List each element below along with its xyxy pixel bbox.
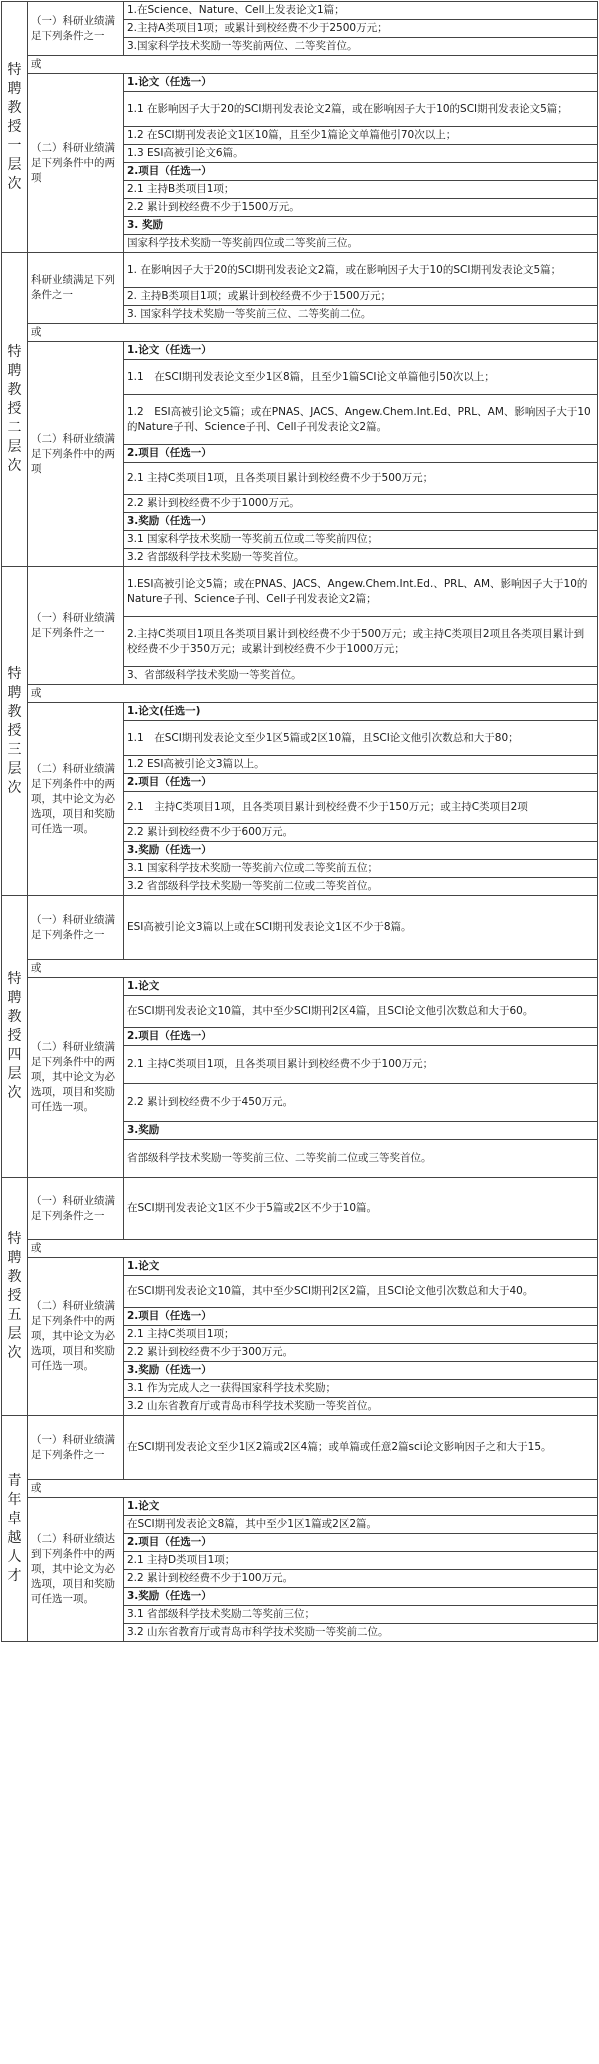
or-row xyxy=(2,56,598,74)
criteria-item: 2.1 主持D类项目1项； xyxy=(124,1552,598,1570)
condition-label: （二）科研业绩满足下列条件中的两项 xyxy=(28,342,124,567)
table-row xyxy=(2,74,598,92)
table-row xyxy=(2,342,598,360)
criteria-item: 2.2 累计到校经费不少于1500万元。 xyxy=(124,199,598,217)
or-label: 或 xyxy=(28,1480,598,1498)
criteria-heading: 2.项目（任选一） xyxy=(124,445,598,463)
level-title: 特聘教授二层次 xyxy=(2,253,28,567)
or-row xyxy=(2,960,598,978)
criteria-item: 3.1 国家科学技术奖励一等奖前五位或二等奖前四位； xyxy=(124,531,598,549)
condition-label: （一）科研业绩满足下列条件之一 xyxy=(28,2,124,56)
criteria-heading: 2.项目（任选一） xyxy=(124,163,598,181)
condition-label: （二）科研业绩达到下列条件中的两项，其中论文为必选项，项目和奖励可任选一项。 xyxy=(28,1498,124,1642)
criteria-item: 1.ESI高被引论文5篇；或在PNAS、JACS、Angew.Chem.Int.Ed.、PRL、AM、影响因子大于10的Nature子刊、Science子刊、Cell子刊发表论文2篇； xyxy=(124,567,598,617)
criteria-item: 2.1 主持C类项目1项； xyxy=(124,1326,598,1344)
criteria-item: 在SCI期刊发表论文10篇，其中至少SCI期刊2区4篇，且SCI论文他引次数总和大于60。 xyxy=(124,996,598,1028)
criteria-item: 在SCI期刊发表论文1区不少于5篇或2区不少于10篇。 xyxy=(124,1178,598,1240)
condition-label: （一）科研业绩满足下列条件之一 xyxy=(28,1178,124,1240)
criteria-item: 1.2 ESI高被引论文5篇；或在PNAS、JACS、Angew.Chem.Int.Ed、PRL、AM、影响因子大于10的Nature子刊、Science子刊、Cell子刊发表论文2篇。 xyxy=(124,395,598,445)
table-row xyxy=(2,896,598,960)
table-row xyxy=(2,1498,598,1516)
or-label: 或 xyxy=(28,56,598,74)
criteria-item: 2.2 累计到校经费不少于300万元。 xyxy=(124,1344,598,1362)
criteria-heading: 1.论文 xyxy=(124,1258,598,1276)
criteria-heading: 1.论文 xyxy=(124,978,598,996)
criteria-item: 2.1 主持C类项目1项，且各类项目累计到校经费不少于100万元； xyxy=(124,1046,598,1084)
criteria-item: 2.1 主持C类项目1项，且各类项目累计到校经费不少于150万元；或主持C类项目2项 xyxy=(124,792,598,824)
criteria-table xyxy=(1,1,598,1642)
table-row xyxy=(2,1258,598,1276)
table-row xyxy=(2,703,598,721)
condition-label: （二）科研业绩满足下列条件中的两项，其中论文为必选项，项目和奖励可任选一项。 xyxy=(28,978,124,1178)
criteria-item: 在SCI期刊发表论文10篇，其中至少SCI期刊2区2篇，且SCI论文他引次数总和大于40。 xyxy=(124,1276,598,1308)
level-title: 特聘教授五层次 xyxy=(2,1178,28,1416)
condition-label: 科研业绩满足下列条件之一 xyxy=(28,253,124,324)
table-row xyxy=(2,978,598,996)
level-title: 特聘教授四层次 xyxy=(2,896,28,1178)
criteria-item: 2.2 累计到校经费不少于600万元。 xyxy=(124,824,598,842)
or-label: 或 xyxy=(28,1240,598,1258)
criteria-heading: 1.论文(任选一) xyxy=(124,703,598,721)
criteria-heading: 2.项目（任选一） xyxy=(124,1534,598,1552)
or-row xyxy=(2,324,598,342)
criteria-heading: 2.项目（任选一） xyxy=(124,774,598,792)
level-title: 特聘教授三层次 xyxy=(2,567,28,896)
criteria-item: 2.2 累计到校经费不少于100万元。 xyxy=(124,1570,598,1588)
criteria-item: 省部级科学技术奖励一等奖前三位、二等奖前二位或三等奖首位。 xyxy=(124,1140,598,1178)
table-row xyxy=(2,1416,598,1480)
condition-label: （一）科研业绩满足下列条件之一 xyxy=(28,567,124,685)
criteria-heading: 1.论文（任选一） xyxy=(124,74,598,92)
table-row xyxy=(2,1178,598,1240)
or-row xyxy=(2,1240,598,1258)
table-row xyxy=(2,2,598,20)
criteria-item: 3.2 省部级科学技术奖励一等奖首位。 xyxy=(124,549,598,567)
criteria-item: 3.2 山东省教育厅或青岛市科学技术奖励一等奖首位。 xyxy=(124,1398,598,1416)
criteria-item: 1.1 在影响因子大于20的SCI期刊发表论文2篇，或在影响因子大于10的SCI期刊发表论文5篇； xyxy=(124,92,598,127)
criteria-item: 2.1 主持B类项目1项； xyxy=(124,181,598,199)
criteria-heading: 2.项目（任选一） xyxy=(124,1028,598,1046)
condition-label: （二）科研业绩满足下列条件中的两项，其中论文为必选项，项目和奖励可任选一项。 xyxy=(28,1258,124,1416)
criteria-item: 1.2 在SCI期刊发表论文1区10篇，且至少1篇论文单篇他引70次以上； xyxy=(124,127,598,145)
condition-label: （二）科研业绩满足下列条件中的两项 xyxy=(28,74,124,253)
condition-label: （一）科研业绩满足下列条件之一 xyxy=(28,1416,124,1480)
criteria-item: 3. 国家科学技术奖励一等奖前三位、二等奖前二位。 xyxy=(124,306,598,324)
criteria-item: 1.1 在SCI期刊发表论文至少1区5篇或2区10篇，且SCI论文他引次数总和大于80； xyxy=(124,721,598,756)
criteria-heading: 3.奖励（任选一） xyxy=(124,1588,598,1606)
criteria-heading: 3.奖励（任选一） xyxy=(124,513,598,531)
criteria-item: 3.1 省部级科学技术奖励二等奖前三位； xyxy=(124,1606,598,1624)
criteria-item: 3.2 省部级科学技术奖励一等奖前二位或二等奖首位。 xyxy=(124,878,598,896)
criteria-item: 3.1 作为完成人之一获得国家科学技术奖励； xyxy=(124,1380,598,1398)
criteria-item: 2.1 主持C类项目1项，且各类项目累计到校经费不少于500万元； xyxy=(124,463,598,495)
criteria-heading: 3.奖励（任选一） xyxy=(124,1362,598,1380)
condition-label: （一）科研业绩满足下列条件之一 xyxy=(28,896,124,960)
criteria-item: 国家科学技术奖励一等奖前四位或二等奖前三位。 xyxy=(124,235,598,253)
criteria-item: 1.3 ESI高被引论文6篇。 xyxy=(124,145,598,163)
criteria-item: ESI高被引论文3篇以上或在SCI期刊发表论文1区不少于8篇。 xyxy=(124,896,598,960)
criteria-item: 3.1 国家科学技术奖励一等奖前六位或二等奖前五位； xyxy=(124,860,598,878)
criteria-item: 2.主持A类项目1项；或累计到校经费不少于2500万元； xyxy=(124,20,598,38)
criteria-heading: 1.论文（任选一） xyxy=(124,342,598,360)
criteria-heading: 1.论文 xyxy=(124,1498,598,1516)
criteria-item: 3.2 山东省教育厅或青岛市科学技术奖励一等奖前二位。 xyxy=(124,1624,598,1642)
criteria-item: 在SCI期刊发表论文至少1区2篇或2区4篇；或单篇或任意2篇sci论文影响因子之和大于15。 xyxy=(124,1416,598,1480)
level-title: 特聘教授一层次 xyxy=(2,2,28,253)
table-row xyxy=(2,253,598,288)
or-row xyxy=(2,1480,598,1498)
criteria-item: 1. 在影响因子大于20的SCI期刊发表论文2篇，或在影响因子大于10的SCI期刊发表论文5篇； xyxy=(124,253,598,288)
criteria-item: 1.在Science、Nature、Cell上发表论文1篇； xyxy=(124,2,598,20)
or-row xyxy=(2,685,598,703)
criteria-item: 2.主持C类项目1项且各类项目累计到校经费不少于500万元；或主持C类项目2项且各类项目累计到校经费不少于350万元；或累计到校经费不少于1000万元； xyxy=(124,617,598,667)
criteria-item: 1.2 ESI高被引论文3篇以上。 xyxy=(124,756,598,774)
criteria-item: 3、省部级科学技术奖励一等奖首位。 xyxy=(124,667,598,685)
criteria-heading: 2.项目（任选一） xyxy=(124,1308,598,1326)
criteria-item: 3.国家科学技术奖励一等奖前两位、二等奖首位。 xyxy=(124,38,598,56)
criteria-item: 2.2 累计到校经费不少于1000万元。 xyxy=(124,495,598,513)
criteria-item: 1.1 在SCI期刊发表论文至少1区8篇，且至少1篇SCI论文单篇他引50次以上； xyxy=(124,360,598,395)
criteria-heading: 3.奖励（任选一） xyxy=(124,842,598,860)
condition-label: （二）科研业绩满足下列条件中的两项，其中论文为必选项，项目和奖励可任选一项。 xyxy=(28,703,124,896)
criteria-heading: 3. 奖励 xyxy=(124,217,598,235)
criteria-item: 2. 主持B类项目1项；或累计到校经费不少于1500万元； xyxy=(124,288,598,306)
or-label: 或 xyxy=(28,324,598,342)
or-label: 或 xyxy=(28,960,598,978)
or-label: 或 xyxy=(28,685,598,703)
criteria-item: 2.2 累计到校经费不少于450万元。 xyxy=(124,1084,598,1122)
criteria-item: 在SCI期刊发表论文8篇，其中至少1区1篇或2区2篇。 xyxy=(124,1516,598,1534)
table-row xyxy=(2,567,598,617)
criteria-heading: 3.奖励 xyxy=(124,1122,598,1140)
level-title: 青年卓越人才 xyxy=(2,1416,28,1642)
